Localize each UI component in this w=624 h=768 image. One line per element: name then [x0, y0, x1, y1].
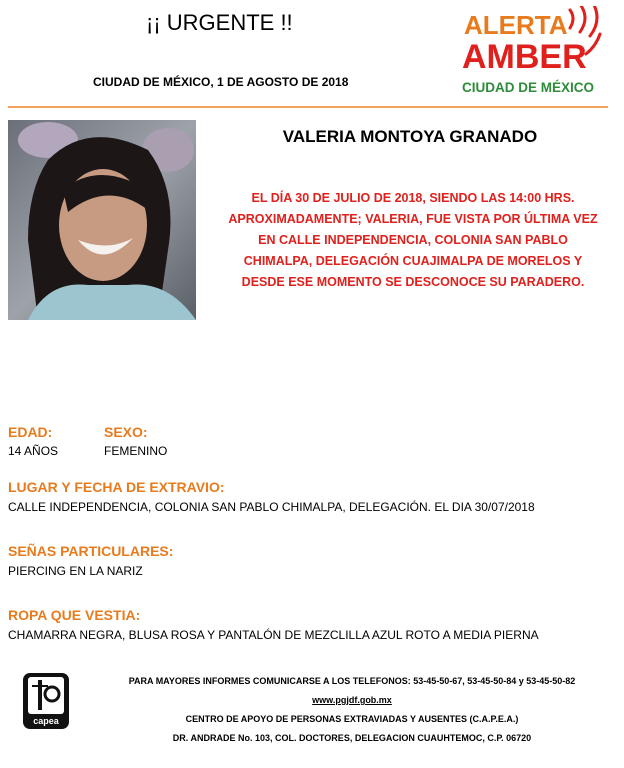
description-line: DESDE ESE MOMENTO SE DESCONOCE SU PARADERO. [241, 275, 585, 289]
disappearance-description [220, 188, 606, 293]
footer-contact [100, 672, 604, 748]
capea-logo-text: capea [33, 716, 59, 726]
age-value: 14 AÑOS [8, 444, 59, 458]
description-line: CHIMALPA, DELEGACIÓN CUAJIMALPA DE MORELOS Y [243, 254, 583, 268]
footer-address: DR. ANDRADE No. 103, COL. DOCTORES, DELEGACION CUAUHTEMOC, C.P. 06720 [172, 733, 532, 743]
logo-text-amber: AMBER [462, 38, 587, 76]
clothes-label: ROPA QUE VESTIA: [8, 607, 141, 623]
sex-value: FEMENINO [104, 444, 168, 458]
sex-label: SEXO: [104, 424, 148, 440]
marks-value: PIERCING EN LA NARIZ [8, 564, 143, 578]
logo-text-alerta: ALERTA [464, 10, 568, 40]
footer-phones: PARA MAYORES INFORMES COMUNICARSE A LOS TELEFONOS: 53-45-50-67, 53-45-50-84 y 53-45-50-82 [128, 676, 576, 686]
logo-text-city: CIUDAD DE MÉXICO [462, 80, 595, 95]
person-name: VALERIA MONTOYA GRANADO [282, 127, 538, 146]
description-line: APROXIMADAMENTE; VALERIA, FUE VISTA POR ÚLTIMA VEZ [228, 212, 598, 226]
marks-label: SEÑAS PARTICULARES: [8, 543, 174, 559]
alerta-amber-logo [458, 6, 608, 98]
clothes-value: CHAMARRA NEGRA, BLUSA ROSA Y PANTALÓN DE MEZCLILLA AZUL ROTO A MEDIA PIERNA [8, 628, 539, 642]
footer-website-link[interactable]: www.pgjdf.gob.mx [312, 695, 392, 705]
description-line: EN CALLE INDEPENDENCIA, COLONIA SAN PABLO [258, 233, 568, 247]
description-line: EL DÍA 30 DE JULIO DE 2018, SIENDO LAS 14:00 HRS. [251, 191, 575, 205]
header-divider [8, 106, 608, 108]
footer-center: CENTRO DE APOYO DE PERSONAS EXTRAVIADAS Y AUSENTES (C.A.P.E.A.) [185, 714, 519, 724]
place-date: CIUDAD DE MÉXICO, 1 DE AGOSTO DE 2018 [93, 75, 349, 89]
capea-logo [22, 672, 70, 730]
missing-person-photo [8, 120, 196, 320]
place-label: LUGAR Y FECHA DE EXTRAVIO: [8, 479, 225, 495]
urgent-heading: ¡¡ URGENTE !! [146, 10, 293, 35]
age-label: EDAD: [8, 424, 53, 440]
place-value: CALLE INDEPENDENCIA, COLONIA SAN PABLO CHIMALPA, DELEGACIÓN. EL DIA 30/07/2018 [8, 500, 535, 514]
